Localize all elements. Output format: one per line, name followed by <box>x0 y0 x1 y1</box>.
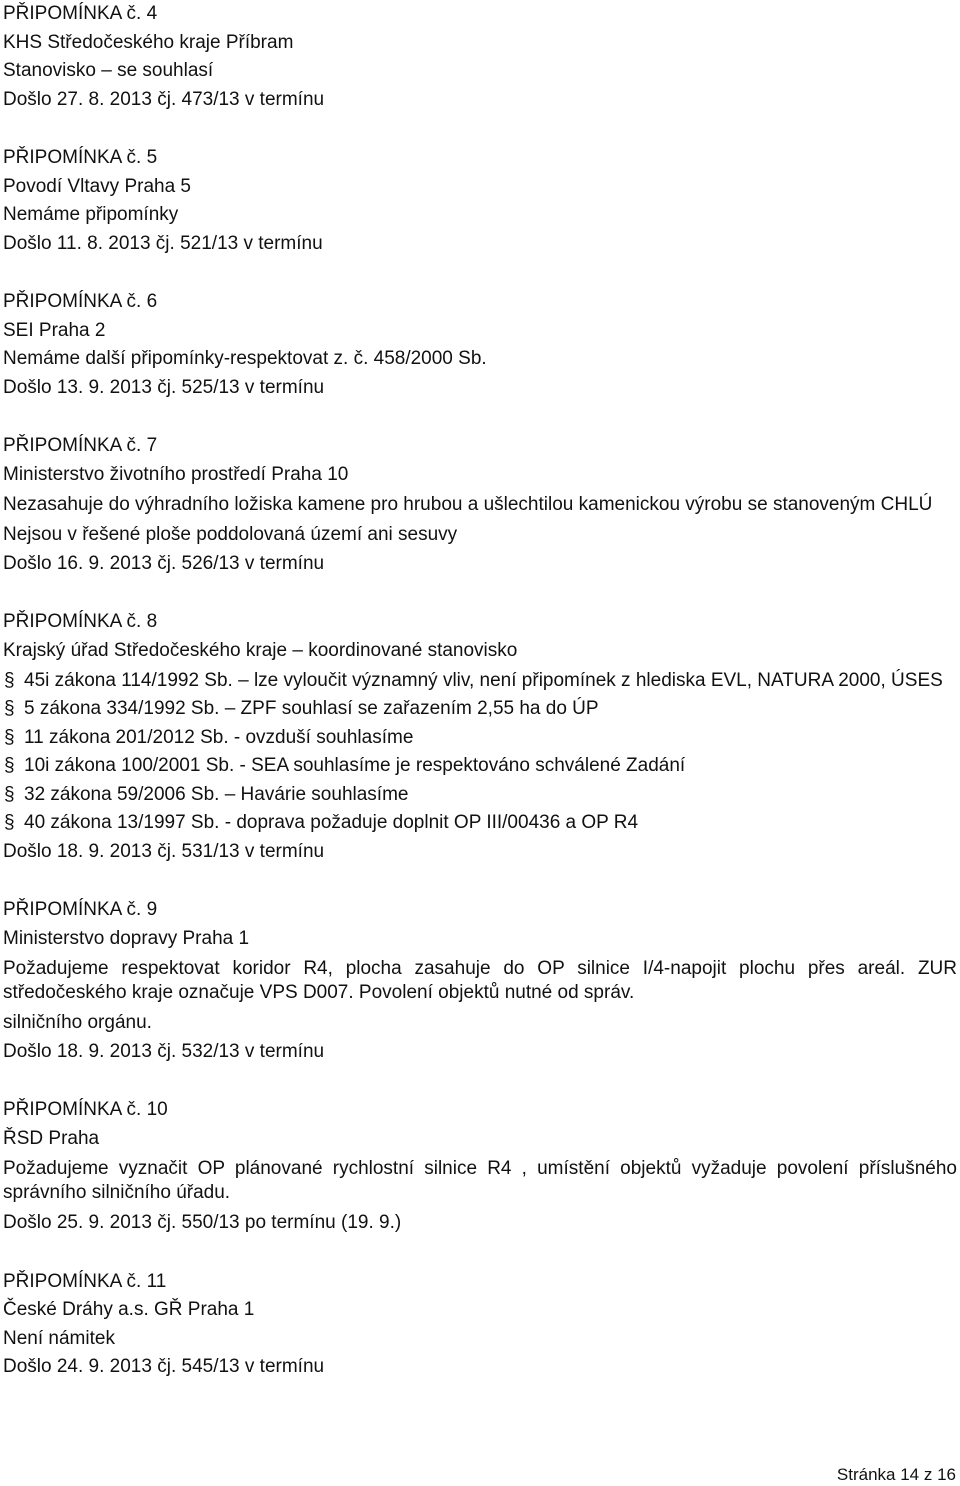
law-reference-text: 10i zákona 100/2001 Sb. - SEA souhlasíme je respektováno schválené Zadání <box>24 755 686 776</box>
comment-line: Ministerstvo dopravy Praha 1 <box>3 927 250 949</box>
section-symbol: § <box>4 670 15 691</box>
comment-heading: PŘIPOMÍNKA č. 7 <box>3 435 158 456</box>
law-reference <box>3 695 957 724</box>
comment-paragraph: Požadujeme respektovat koridor R4, plocha zasahuje do OP silnice I/4-napojit plochu přes areál. ZUR středočeského kraje označuje VPS D007. Povolení objektů nutné od správ. <box>3 958 957 1003</box>
comment-block-4 <box>3 0 957 114</box>
comment-block-5 <box>3 144 957 258</box>
document-page <box>3 0 957 1382</box>
comment-line: Stanovisko – se souhlasí <box>3 60 214 81</box>
comment-heading: PŘIPOMÍNKA č. 10 <box>3 1099 168 1120</box>
page-number: Stránka 14 z 16 <box>836 1465 956 1484</box>
comment-block-9 <box>3 896 957 1066</box>
comment-block-10 <box>3 1096 957 1238</box>
comment-heading: PŘIPOMÍNKA č. 11 <box>3 1270 167 1292</box>
comment-line: Ministerstvo životního prostředí Praha 10 <box>3 463 349 485</box>
comment-intro: Krajský úřad Středočeského kraje – koordinované stanovisko <box>3 639 518 661</box>
comment-line: Povodí Vltavy Praha 5 <box>3 175 191 197</box>
comment-block-7 <box>3 432 957 578</box>
comment-line: SEI Praha 2 <box>3 319 106 341</box>
law-reference <box>3 752 957 781</box>
law-reference <box>3 809 957 838</box>
comment-line: Není námitek <box>3 1327 115 1349</box>
comment-line: Došlo 13. 9. 2013 čj. 525/13 v termínu <box>3 376 325 398</box>
comment-heading: PŘIPOMÍNKA č. 9 <box>3 899 158 920</box>
law-reference-text: 5 zákona 334/1992 Sb. – ZPF souhlasí se zařazením 2,55 ha do ÚP <box>24 698 599 719</box>
section-symbol: § <box>4 755 15 776</box>
comment-line: Došlo 11. 8. 2013 čj. 521/13 v termínu <box>3 232 323 254</box>
comment-block-8 <box>3 608 957 866</box>
law-reference <box>3 781 957 810</box>
comment-line: Došlo 18. 9. 2013 čj. 531/13 v termínu <box>3 840 325 862</box>
comment-heading: PŘIPOMÍNKA č. 6 <box>3 291 158 312</box>
law-reference-text: 45i zákona 114/1992 Sb. – lze vyloučit významný vliv, není připomínek z hlediska EVL, NATURA 2000, ÚSES <box>24 670 943 691</box>
law-reference-text: 40 zákona 13/1997 Sb. - doprava požaduje doplnit OP III/00436 a OP R4 <box>24 812 639 833</box>
comment-line: Došlo 25. 9. 2013 čj. 550/13 po termínu (19. 9.) <box>3 1212 402 1233</box>
section-symbol: § <box>4 812 15 833</box>
comment-line: Nejsou v řešené ploše poddolovaná území ani sesuvy <box>3 524 458 545</box>
comment-line: ŘSD Praha <box>3 1127 100 1149</box>
section-symbol: § <box>4 726 15 748</box>
comment-heading: PŘIPOMÍNKA č. 8 <box>3 611 158 632</box>
comment-block-11 <box>3 1268 957 1382</box>
comment-heading: PŘIPOMÍNKA č. 4 <box>3 3 158 24</box>
law-reference-text: 11 zákona 201/2012 Sb. - ovzduší souhlasíme <box>24 726 414 748</box>
comment-line: KHS Středočeského kraje Příbram <box>3 31 294 53</box>
comment-line: silničního orgánu. <box>3 1012 152 1033</box>
comment-block-6 <box>3 288 957 402</box>
comment-line: Nemáme připomínky <box>3 204 179 225</box>
law-reference <box>3 724 957 753</box>
comment-line: České Dráhy a.s. GŘ Praha 1 <box>3 1299 255 1320</box>
comment-line: Došlo 27. 8. 2013 čj. 473/13 v termínu <box>3 88 325 110</box>
comment-paragraph: Požadujeme vyznačit OP plánované rychlostní silnice R4 , umístění objektů vyžaduje povolení příslušného správního silničního úřadu. <box>3 1158 957 1203</box>
law-reference-text: 32 zákona 59/2006 Sb. – Havárie souhlasíme <box>24 783 409 805</box>
law-reference <box>3 669 957 693</box>
comment-paragraph: Nezasahuje do výhradního ložiska kamene pro hrubou a ušlechtilou kamenickou výrobu se stanoveným CHLÚ <box>3 494 933 515</box>
section-symbol: § <box>4 783 15 805</box>
comment-line: Došlo 16. 9. 2013 čj. 526/13 v termínu <box>3 552 325 574</box>
comment-line: Došlo 24. 9. 2013 čj. 545/13 v termínu <box>3 1356 325 1377</box>
comment-heading: PŘIPOMÍNKA č. 5 <box>3 147 158 168</box>
comment-line: Došlo 18. 9. 2013 čj. 532/13 v termínu <box>3 1040 325 1062</box>
section-symbol: § <box>4 698 15 719</box>
comment-line: Nemáme další připomínky-respektovat z. č. 458/2000 Sb. <box>3 348 487 369</box>
